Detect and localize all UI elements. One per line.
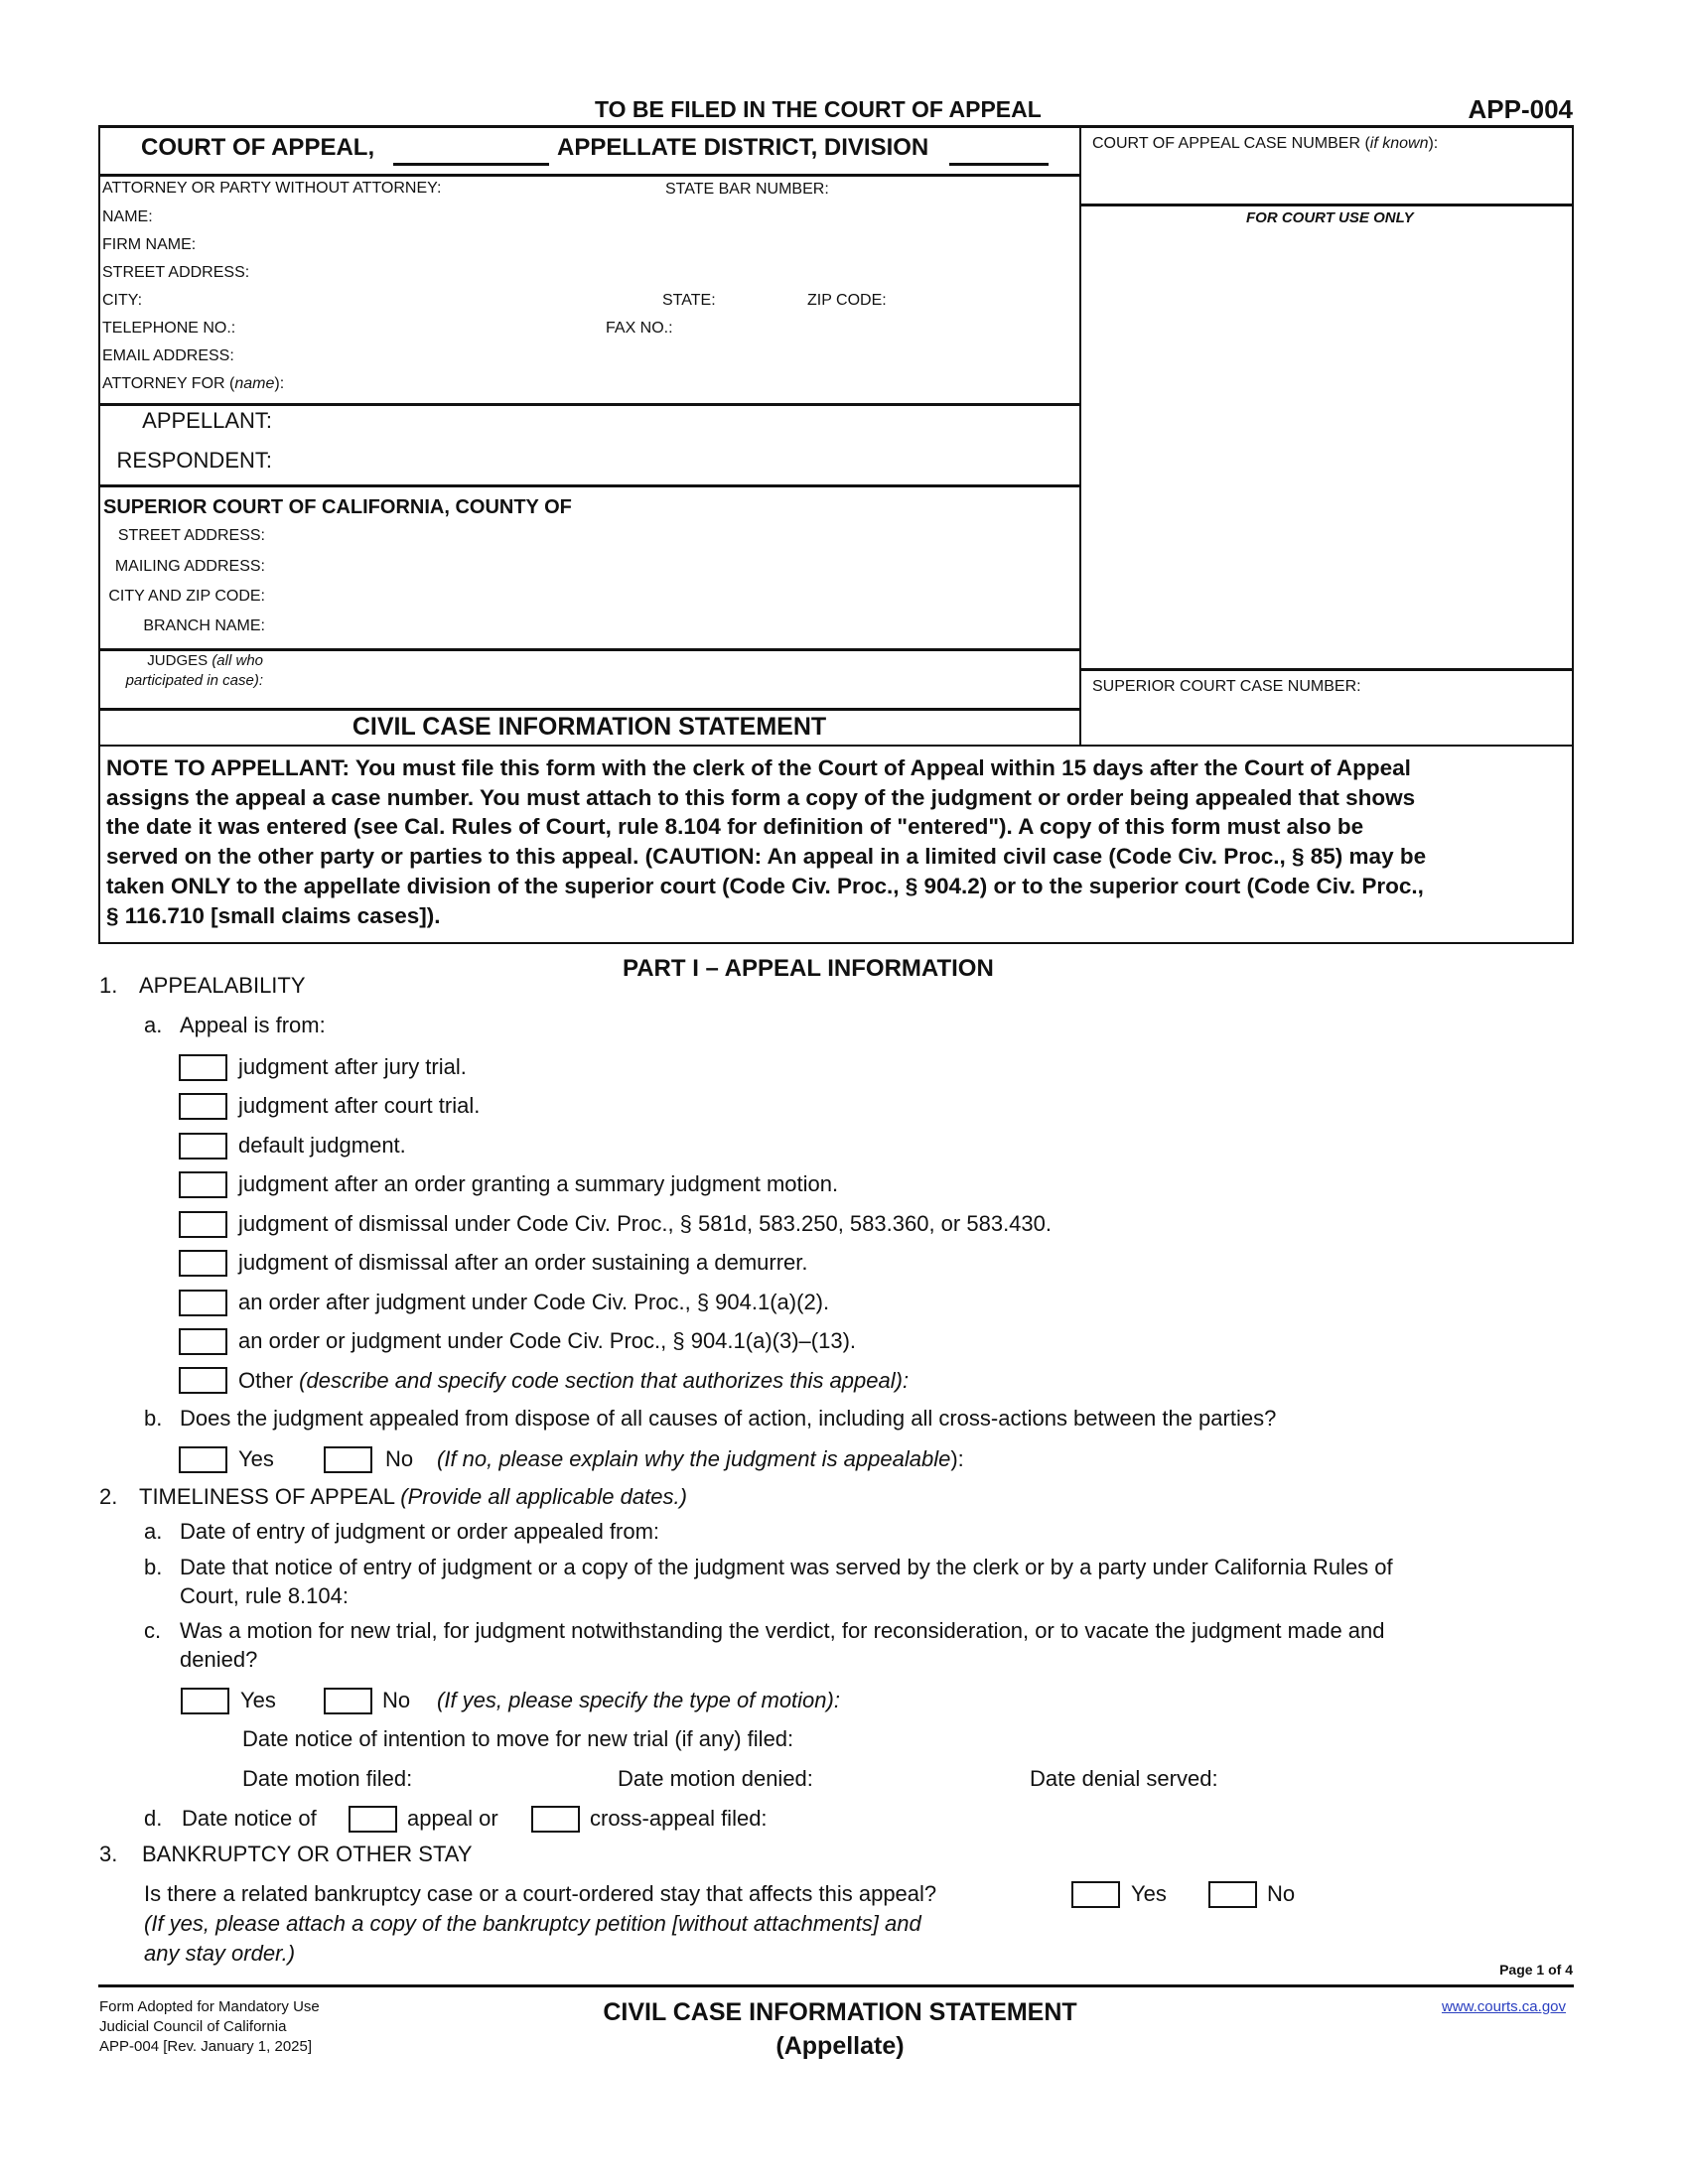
yes-label: Yes (240, 1688, 276, 1712)
checkbox-dismissal-demurrer[interactable] (179, 1250, 227, 1277)
item-label: Was a motion for new trial, for judgment notwithstanding the verdict, for reconsideration, or to vacate the judgment made and (180, 1618, 1385, 1643)
form-title: CIVIL CASE INFORMATION STATEMENT (352, 713, 827, 741)
option-label: an order after judgment under Code Civ. Proc., § 904.1(a)(2). (238, 1290, 830, 1314)
option-label: an order or judgment under Code Civ. Proc., § 904.1(a)(3)–(13). (238, 1328, 857, 1353)
no-label: No (1267, 1881, 1296, 1906)
firm-name-label: FIRM NAME: (102, 236, 197, 253)
section-title: APPEALABILITY (139, 973, 306, 998)
item-letter: b. (144, 1406, 163, 1431)
item-label: Appeal is from: (180, 1013, 326, 1037)
superior-street-label: STREET ADDRESS: (117, 527, 265, 544)
judges-label: JUDGES (all who (147, 652, 263, 669)
divider (1080, 204, 1574, 206)
street-address-label: STREET ADDRESS: (102, 264, 250, 281)
item-letter: d. (144, 1806, 163, 1831)
option-label: judgment after court trial. (238, 1093, 481, 1118)
bankruptcy-question: Is there a related bankruptcy case or a court-ordered stay that affects this appeal? (144, 1881, 937, 1906)
divider (98, 174, 1080, 177)
section-title: TIMELINESS OF APPEAL (Provide all applicable dates.) (139, 1484, 687, 1509)
no-label: No (385, 1446, 414, 1471)
item-letter: c. (144, 1618, 162, 1643)
part-title: PART I – APPEAL INFORMATION (623, 955, 994, 982)
note-line: served on the other party or parties to this appeal. (CAUTION: An appeal in a limited civil case (Code Civ. Proc., § 85) may be (106, 844, 1427, 869)
option-label: judgment of dismissal under Code Civ. Proc., § 581d, 583.250, 583.360, or 583.430. (238, 1211, 1052, 1236)
superior-case-number-label: SUPERIOR COURT CASE NUMBER: (1092, 678, 1361, 695)
motion-note: (If yes, please specify the type of motion): (437, 1688, 840, 1712)
note-line: the date it was entered (see Cal. Rules of Court, rule 8.104 for definition of "entered"). A copy of this form must also be (106, 814, 1364, 839)
bankruptcy-note: (If yes, please attach a copy of the bankruptcy petition [without attachments] and (144, 1911, 921, 1936)
section-number: 2. (99, 1484, 118, 1509)
checkbox-default-judgment[interactable] (179, 1133, 227, 1160)
section-title: BANKRUPTCY OR OTHER STAY (142, 1842, 473, 1866)
division-blank[interactable] (949, 163, 1049, 166)
note-line: taken ONLY to the appellate division of the superior court (Code Civ. Proc., § 904.2) or to the superior court (Code Civ. Proc., (106, 874, 1424, 898)
option-label: judgment after an order granting a summary judgment motion. (238, 1171, 839, 1196)
checkbox-notice-appeal[interactable] (349, 1806, 397, 1833)
divider (98, 648, 1080, 651)
checkbox-motion-yes[interactable] (181, 1688, 229, 1714)
note-line: NOTE TO APPELLANT: You must file this form with the clerk of the Court of Appeal within 15 days after the Court of Appeal (106, 755, 1411, 780)
item-letter: a. (144, 1013, 163, 1037)
option-label: judgment of dismissal after an order sustaining a demurrer. (238, 1250, 808, 1275)
section-number: 3. (99, 1842, 118, 1866)
denial-served-label: Date denial served: (1030, 1766, 1218, 1791)
divider (98, 708, 1080, 711)
divider (1080, 668, 1574, 671)
checkbox-dispose-yes[interactable] (179, 1446, 227, 1473)
superior-branch-label: BRANCH NAME: (143, 617, 265, 634)
email-label: EMAIL ADDRESS: (102, 347, 234, 364)
checkbox-dispose-no[interactable] (324, 1446, 372, 1473)
telephone-label: TELEPHONE NO.: (102, 320, 236, 337)
item-letter: a. (144, 1519, 163, 1544)
item-label: denied? (180, 1647, 258, 1672)
yes-label: Yes (1131, 1881, 1167, 1906)
checkbox-order-or-judgment[interactable] (179, 1328, 227, 1355)
state-label: STATE: (662, 292, 716, 309)
appellant-label: APPELLANT: (142, 408, 272, 433)
dispose-note: (If no, please explain why the judgment is appealable): (437, 1446, 964, 1471)
item-label: Date of entry of judgment or order appealed from: (180, 1519, 660, 1544)
checkbox-order-after-judgment[interactable] (179, 1290, 227, 1316)
superior-city-zip-label: CITY AND ZIP CODE: (108, 588, 265, 605)
yes-label: Yes (238, 1446, 274, 1471)
footer-rule (98, 1984, 1574, 1987)
divider (98, 484, 1080, 487)
courts-website-link[interactable]: www.courts.ca.gov (1441, 1998, 1566, 2015)
motion-filed-label: Date motion filed: (242, 1766, 413, 1791)
fax-label: FAX NO.: (606, 320, 673, 337)
superior-court-title: SUPERIOR COURT OF CALIFORNIA, COUNTY OF (103, 496, 572, 518)
superior-mailing-label: MAILING ADDRESS: (114, 558, 265, 575)
name-label: NAME: (102, 208, 153, 225)
checkbox-summary-judgment[interactable] (179, 1171, 227, 1198)
footer-council: Judicial Council of California (99, 2018, 287, 2035)
option-label: default judgment. (238, 1133, 406, 1158)
district-division-label: APPELLATE DISTRICT, DIVISION (557, 134, 929, 161)
form-id: APP-004 (1468, 94, 1573, 124)
checkbox-dismissal-code[interactable] (179, 1211, 227, 1238)
attorney-for-label: ATTORNEY FOR (name): (102, 375, 285, 392)
option-label: Other (describe and specify code section that authorizes this appeal): (238, 1368, 910, 1393)
judges-note: participated in case): (125, 672, 263, 689)
checkbox-motion-no[interactable] (324, 1688, 372, 1714)
footer-subtitle: (Appellate) (775, 2032, 905, 2060)
city-label: CITY: (102, 292, 143, 309)
respondent-label: RESPONDENT: (116, 448, 272, 473)
cross-appeal-label: cross-appeal filed: (590, 1806, 768, 1831)
zip-code-label: ZIP CODE: (807, 292, 887, 309)
bankruptcy-note: any stay order.) (144, 1941, 296, 1966)
item-label: Date notice of (182, 1806, 317, 1831)
appeal-label: appeal or (407, 1806, 498, 1831)
divider (98, 403, 1080, 406)
footer-title: CIVIL CASE INFORMATION STATEMENT (603, 1998, 1077, 2026)
item-label: Date that notice of entry of judgment or a copy of the judgment was served by the clerk or by a party under California Rules of (180, 1555, 1393, 1579)
state-bar-label: STATE BAR NUMBER: (665, 181, 829, 198)
no-label: No (382, 1688, 411, 1712)
court-of-appeal-case-number-label: COURT OF APPEAL CASE NUMBER (if known): (1092, 135, 1439, 152)
attorney-heading: ATTORNEY OR PARTY WITHOUT ATTORNEY: (102, 180, 442, 197)
checkbox-other[interactable] (179, 1367, 227, 1394)
district-blank[interactable] (393, 163, 549, 166)
page-number: Page 1 of 4 (1499, 1962, 1573, 1978)
section-number: 1. (99, 973, 118, 998)
option-label: judgment after jury trial. (238, 1054, 467, 1079)
footer-revision: APP-004 [Rev. January 1, 2025] (99, 2038, 313, 2055)
footer-adopted: Form Adopted for Mandatory Use (99, 1998, 320, 2015)
column-divider (1079, 125, 1081, 747)
filing-instruction: TO BE FILED IN THE COURT OF APPEAL (595, 96, 1042, 122)
note-line: assigns the appeal a case number. You must attach to this form a copy of the judgment or order being appealed that shows (106, 785, 1416, 810)
note-line: § 116.710 [small claims cases]). (106, 903, 441, 928)
checkbox-notice-cross-appeal[interactable] (531, 1806, 580, 1833)
item-label: Court, rule 8.104: (180, 1583, 349, 1608)
item-label: Does the judgment appealed from dispose of all causes of action, including all cross-actions between the parties? (180, 1406, 1277, 1431)
item-letter: b. (144, 1555, 163, 1579)
checkbox-bankruptcy-yes[interactable] (1071, 1881, 1120, 1908)
checkbox-bankruptcy-no[interactable] (1208, 1881, 1257, 1908)
court-use-only-label: FOR COURT USE ONLY (1246, 209, 1414, 226)
court-of-appeal-label: COURT OF APPEAL, (141, 134, 375, 161)
intention-date-label: Date notice of intention to move for new trial (if any) filed: (242, 1726, 794, 1751)
checkbox-jury-trial[interactable] (179, 1054, 227, 1081)
checkbox-court-trial[interactable] (179, 1093, 227, 1120)
motion-denied-label: Date motion denied: (618, 1766, 813, 1791)
